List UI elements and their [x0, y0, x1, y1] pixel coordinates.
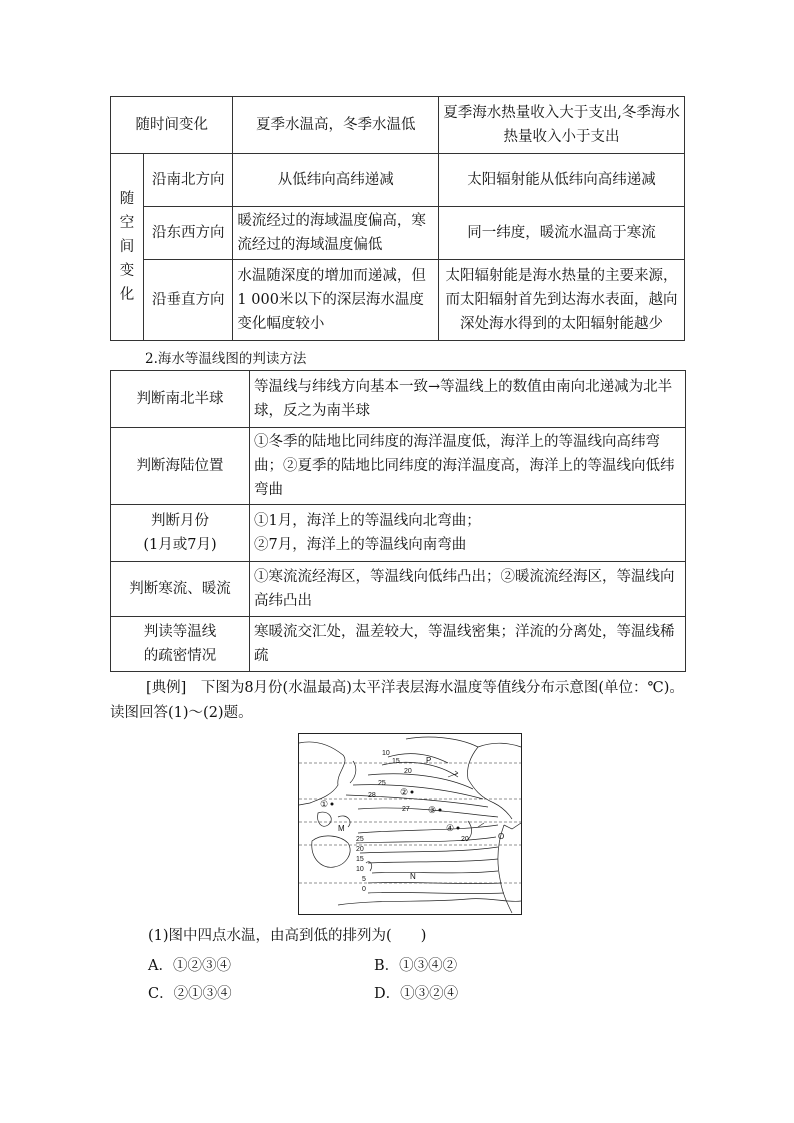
isotherm-line: [356, 837, 496, 843]
isotherm-label: 10: [382, 750, 390, 757]
letter-label: N: [410, 872, 416, 881]
option-d[interactable]: D．①③②④: [374, 986, 459, 1002]
isotherm-reading-method-table: [110, 370, 686, 672]
point-label: ③: [428, 805, 437, 815]
letter-label: P: [426, 756, 432, 765]
cell-feature: 从低纬向高纬递减: [233, 154, 439, 207]
row-content: 寒暖流交汇处，温差较大，等温线密集；洋流的分离处，等温线稀疏: [250, 617, 686, 672]
pacific-isotherm-map: [298, 733, 522, 915]
section-title: 2.海水等温线图的判读方法: [145, 351, 307, 367]
table-row: [111, 207, 685, 260]
table-row: [111, 154, 685, 207]
row-label: 判读等温线 的疏密情况: [111, 617, 250, 672]
row-label: 判断海陆位置: [111, 428, 250, 505]
table-row: [111, 97, 685, 154]
row-content: ①1月，海洋上的等温线向北弯曲； ②7月，海洋上的等温线向南弯曲: [250, 505, 686, 562]
cell-reason: 太阳辐射能是海水热量的主要来源，而太阳辐射首先到达海水表面，越向深处海水得到的太阳辐射能越少: [439, 260, 685, 341]
option-a[interactable]: A．①②③④: [148, 958, 231, 974]
point-marker: [457, 827, 460, 830]
cell-feature: 夏季水温高，冬季水温低: [233, 97, 439, 154]
row-label: 沿南北方向: [144, 154, 233, 207]
row-label: 判断月份 (1月或7月): [111, 505, 250, 562]
japan-coastline: [350, 761, 356, 783]
row-label: 判断南北半球: [111, 371, 250, 428]
isotherm-label: 25: [378, 780, 386, 787]
point-marker: [411, 791, 414, 794]
isotherm-line: [368, 859, 498, 863]
row-label: 沿东西方向: [144, 207, 233, 260]
point-marker: [331, 803, 334, 806]
letter-label: M: [338, 824, 345, 833]
isotherm-label: 5: [362, 876, 366, 883]
isotherm-label: 0: [362, 886, 366, 893]
south-america-coastline: [504, 823, 521, 829]
cell-reason: 同一纬度，暖流水温高于寒流: [439, 207, 685, 260]
table-row: [111, 505, 686, 562]
table-row: [111, 617, 686, 672]
map-frame: [299, 734, 522, 915]
isotherm-label: 20: [404, 768, 412, 775]
question-1-stem: (1)图中四点水温，由高到低的排列为( ): [148, 928, 427, 944]
north-america-coastline: [406, 737, 512, 819]
row-content: ①寒流流经海区，等温线向低纬凸出；②暖流流经海区，等温线向高纬凸出: [250, 562, 686, 617]
isotherm-line: [360, 847, 498, 853]
current-arrow: [478, 823, 484, 827]
current-arrow: [455, 771, 458, 775]
row-label: 沿垂直方向: [144, 260, 233, 341]
point-label: ④: [446, 823, 455, 833]
antarctica-coastline: [338, 899, 521, 905]
table-row: [111, 562, 686, 617]
option-b[interactable]: B．①③④②: [374, 958, 458, 974]
letter-label: O: [498, 832, 505, 841]
cell-feature: 水温随深度的增加而递减，但1 000米以下的深层海水温度变化幅度较小: [233, 260, 439, 341]
isotherm-line: [372, 871, 498, 873]
isotherm-line: [368, 892, 504, 893]
isotherm-label: 15: [392, 758, 400, 765]
isotherm-label: 28: [368, 792, 376, 799]
cell-reason: 太阳辐射能从低纬向高纬递减: [439, 154, 685, 207]
isotherm-label: 20: [461, 836, 469, 843]
cell-feature: 暖流经过的海域温度偏高，寒流经过的海域温度偏低: [233, 207, 439, 260]
table-row: [111, 428, 686, 505]
table-row: [111, 371, 686, 428]
point-label: ①: [320, 799, 329, 809]
example-intro: [110, 676, 690, 726]
example-line-1: [典例] 下图为8月份(水温最高)太平洋表层海水温度等值线分布示意图(单位：℃)。: [146, 680, 684, 696]
isotherm-line: [358, 825, 498, 833]
cell-reason: 夏季海水热量收入大于支出,冬季海水热量收入小于支出: [439, 97, 685, 154]
row-label: 随时间变化: [111, 97, 233, 154]
isotherm-label: 27: [402, 806, 410, 813]
point-marker: [439, 809, 442, 812]
north-america-coastline: [478, 743, 521, 747]
australia-coastline: [312, 836, 350, 867]
island-coastline: [318, 812, 332, 826]
ocean-temperature-variation-table: [110, 96, 685, 341]
example-line-2: 读图回答(1)～(2)题。: [110, 705, 253, 721]
row-label: 判断寒流、暖流: [111, 562, 250, 617]
isotherm-label: 20: [356, 846, 364, 853]
table-row: [111, 260, 685, 341]
isotherm-label: 15: [356, 856, 364, 863]
isotherm-label: 25: [356, 836, 364, 843]
isotherm-label: 10: [356, 866, 364, 873]
row-content: 等温线与纬线方向基本一致→等温线上的数值由南向北递减为北半球，反之为南半球: [250, 371, 686, 428]
space-variation-label: 随 空 间 变 化: [111, 154, 144, 341]
option-c[interactable]: C．②①③④: [148, 986, 232, 1002]
point-label: ②: [400, 787, 409, 797]
row-content: ①冬季的陆地比同纬度的海洋温度低，海洋上的等温线向高纬弯曲；②夏季的陆地比同纬度的海洋温度高，海洋上的等温线向低纬弯曲: [250, 428, 686, 505]
asia-coastline: [299, 742, 345, 805]
